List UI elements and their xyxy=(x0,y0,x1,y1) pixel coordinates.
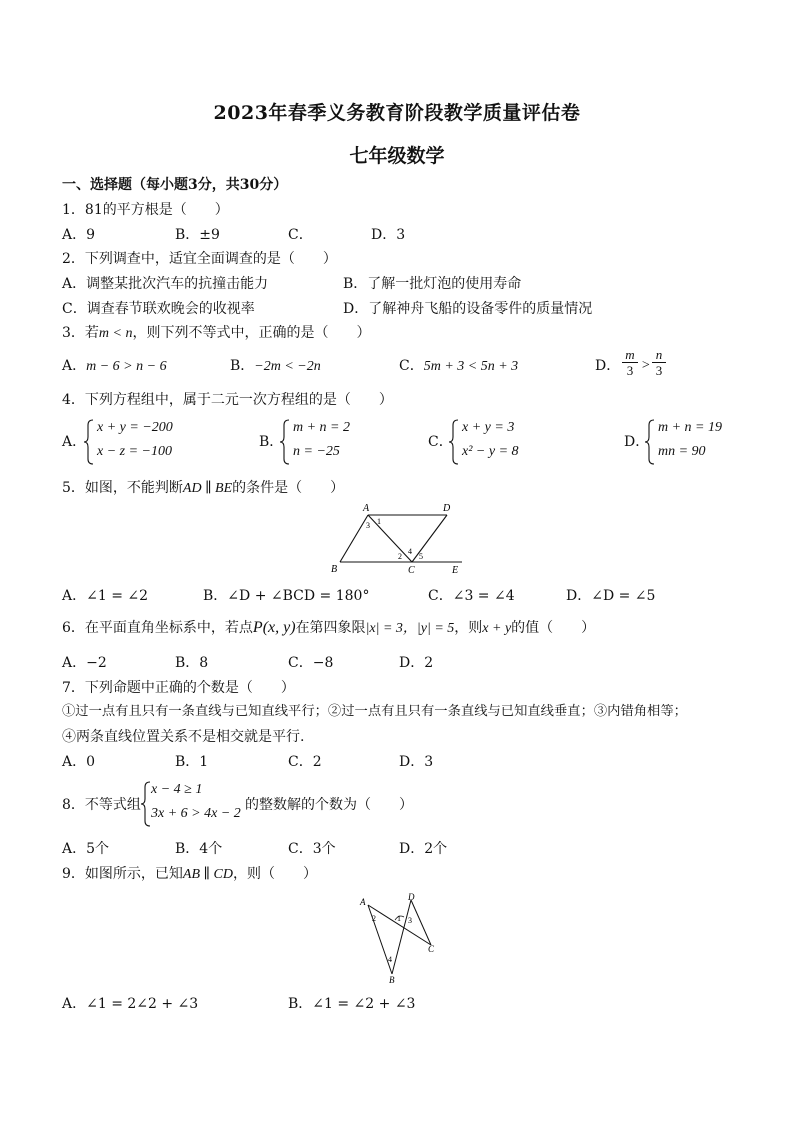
q5-label-c: C xyxy=(408,565,415,576)
q5-label-a: A xyxy=(363,503,370,514)
q2-stem: 2．下列调查中，适宜全面调查的是（ ） xyxy=(62,251,337,267)
exam-title: 2023年春季义务教育阶段教学质量评估卷 xyxy=(213,102,581,124)
q8-ineq2: 3x + 6 > 4x − 2 xyxy=(151,806,241,821)
q2-option-d: D．了解神舟飞船的设备零件的质量情况 xyxy=(343,301,593,317)
q1-option-d: D．3 xyxy=(371,227,406,243)
q3-stem xyxy=(62,324,370,343)
q5-angle-2: 2 xyxy=(398,552,402,561)
q3-option-c-expr: 5m + 3 < 5n + 3 xyxy=(423,359,519,374)
q4-c-brace-icon xyxy=(449,419,459,465)
q8-option-a: A．5个 xyxy=(62,841,110,857)
q2-option-b: B．了解一批灯泡的使用寿命 xyxy=(343,276,522,292)
q5-line-ab xyxy=(340,515,368,562)
q5-label-d: D xyxy=(443,503,451,514)
q4-option-c-label: C． xyxy=(428,434,453,450)
q9-stem xyxy=(62,865,317,884)
q7-option-b: B．1 xyxy=(175,754,209,770)
q9-label-d: D xyxy=(408,892,415,902)
q4-d-eq2: mn = 90 xyxy=(658,444,706,459)
q3-d-operator: > xyxy=(641,358,651,373)
q1-option-b: B．±9 xyxy=(175,227,220,243)
q7-option-d: D．3 xyxy=(399,754,434,770)
q4-option-d-label: D． xyxy=(624,434,650,450)
q3-option-b xyxy=(230,357,321,376)
q3-option-a xyxy=(62,357,167,376)
q5-angle-5: 5 xyxy=(419,552,423,561)
q7-statement-line1: ①过一点有且只有一条直线与已知直线平行；②过一点有且只有一条直线与已知直线垂直；③内错角相等； xyxy=(62,704,687,719)
q9-angle-2: 2 xyxy=(372,914,376,923)
q1-option-a: A．9 xyxy=(62,227,96,243)
q9-label-c: C xyxy=(428,944,435,954)
q1-stem: 1．81的平方根是（ ） xyxy=(62,202,229,218)
q5-option-d: D．∠D = ∠5 xyxy=(566,588,656,604)
q4-a-brace-icon xyxy=(84,419,94,465)
q4-c-eq1: x + y = 3 xyxy=(462,420,515,435)
q3-option-c-label: C． xyxy=(399,358,424,374)
q3-d-num2: n xyxy=(652,347,666,363)
q5-option-c: C．∠3 = ∠4 xyxy=(428,588,515,604)
q6-option-b: B．8 xyxy=(175,655,209,671)
q9-angle-3: 3 xyxy=(408,916,412,925)
q6-option-c: C．−8 xyxy=(288,655,334,671)
q5-label-e: E xyxy=(452,565,459,576)
q3-option-d-label: D． xyxy=(595,358,621,374)
q9-option-a: A．∠1 = 2∠2 + ∠3 xyxy=(62,996,199,1012)
q6-stem-expr: x + y xyxy=(482,621,512,636)
q7-statement-line2: ④两条直线位置关系不是相交就是平行. xyxy=(62,729,305,745)
q3-d-num1: m xyxy=(622,347,638,363)
q5-stem-pre: 5．如图，不能判断 xyxy=(62,480,183,496)
q4-b-eq2: n = −25 xyxy=(293,444,340,459)
q2-option-a: A．调整某批次汽车的抗撞击能力 xyxy=(62,276,269,292)
q4-d-brace-icon xyxy=(645,419,655,465)
q6-stem-abs1: |x| = 3， xyxy=(365,621,417,636)
q4-d-eq1: m + n = 19 xyxy=(658,420,723,435)
q9-line-bd xyxy=(392,900,411,974)
q8-option-c: C．3个 xyxy=(288,841,336,857)
q6-stem-mid2: ，则 xyxy=(454,620,483,636)
q4-a-eq1: x + y = −200 xyxy=(97,420,173,435)
q9-stem-expr: AB ∥ CD xyxy=(182,867,233,882)
q8-option-d: D．2个 xyxy=(399,841,448,857)
q5-angle-1: 1 xyxy=(377,517,381,526)
q5-option-a: A．∠1 = ∠2 xyxy=(62,588,149,604)
q3-option-b-expr: −2m < −2n xyxy=(254,359,321,374)
q5-stem-post: 的条件是（ ） xyxy=(232,480,345,496)
q6-stem-abs2: |y| = 5 xyxy=(416,621,455,636)
q9-angle-4: 4 xyxy=(388,955,392,964)
q3-stem-post: ，则下列不等式中，正确的是（ ） xyxy=(132,325,371,341)
q9-angle-1: 1 xyxy=(397,914,401,923)
q6-stem-mid: 在第四象限 xyxy=(295,620,366,636)
q5-line-ac xyxy=(368,515,412,562)
q9-stem-pre: 9．如图所示，已知 xyxy=(62,866,183,882)
q5-label-b: B xyxy=(331,564,338,575)
section-heading: 一、选择题（每小题3分，共30分） xyxy=(62,177,288,193)
q6-stem-point: P(x, y) xyxy=(252,619,296,636)
q5-stem xyxy=(62,479,344,498)
q5-option-b: B．∠D + ∠BCD = 180° xyxy=(203,588,370,604)
q7-option-c: C．2 xyxy=(288,754,322,770)
q8-stem-post: 的整数解的个数为（ ） xyxy=(245,797,413,813)
q7-stem: 7．下列命题中正确的个数是（ ） xyxy=(62,680,295,696)
q5-figure xyxy=(326,500,466,576)
q2-option-c: C．调查春节联欢晚会的收视率 xyxy=(62,301,255,317)
q9-line-ac xyxy=(368,905,431,945)
q4-option-a-label: A． xyxy=(62,434,87,450)
q5-line-dc xyxy=(412,515,447,562)
q6-stem-pre: 6．在平面直角坐标系中，若点 xyxy=(62,620,253,636)
q8-stem-pre: 8．不等式组 xyxy=(62,797,141,813)
q9-label-a: A xyxy=(360,897,366,907)
q6-stem xyxy=(62,619,595,638)
q4-b-eq1: m + n = 2 xyxy=(293,420,351,435)
q9-figure xyxy=(355,890,445,984)
q3-option-a-label: A． xyxy=(62,358,87,374)
q5-angle-4: 4 xyxy=(408,547,412,556)
q5-angle-3: 3 xyxy=(366,521,370,530)
q6-option-a: A．−2 xyxy=(62,655,107,671)
q3-d-den1: 3 xyxy=(626,363,634,378)
q3-option-d-fraction2 xyxy=(652,347,666,378)
q8-option-b: B．4个 xyxy=(175,841,223,857)
q4-option-b-label: B． xyxy=(259,434,284,450)
q3-option-c xyxy=(399,357,518,376)
exam-subtitle: 七年级数学 xyxy=(349,145,445,167)
q9-stem-post: ，则（ ） xyxy=(232,866,317,882)
q6-stem-post: 的值（ ） xyxy=(511,620,596,636)
q5-stem-expr: AD ∥ BE xyxy=(182,481,233,496)
q7-option-a: A．0 xyxy=(62,754,96,770)
q3-option-d-fraction1 xyxy=(622,347,638,378)
q3-stem-expr: m < n xyxy=(98,326,133,341)
q3-d-den2: 3 xyxy=(655,363,663,378)
q9-label-b: B xyxy=(389,975,395,984)
q6-option-d: D．2 xyxy=(399,655,434,671)
q3-stem-pre: 3．若 xyxy=(62,325,99,341)
q1-option-c: C． xyxy=(288,227,313,243)
q4-b-brace-icon xyxy=(280,419,290,465)
q8-brace-icon xyxy=(141,781,151,827)
q3-option-a-expr: m − 6 > n − 6 xyxy=(86,359,167,374)
q4-stem: 4．下列方程组中，属于二元一次方程组的是（ ） xyxy=(62,392,393,408)
q8-ineq1: x − 4 ≥ 1 xyxy=(151,782,203,797)
q4-c-eq2: x² − y = 8 xyxy=(462,444,519,459)
q3-option-b-label: B． xyxy=(230,358,255,374)
q4-a-eq2: x − z = −100 xyxy=(97,444,173,459)
q9-option-b: B．∠1 = ∠2 + ∠3 xyxy=(288,996,416,1012)
